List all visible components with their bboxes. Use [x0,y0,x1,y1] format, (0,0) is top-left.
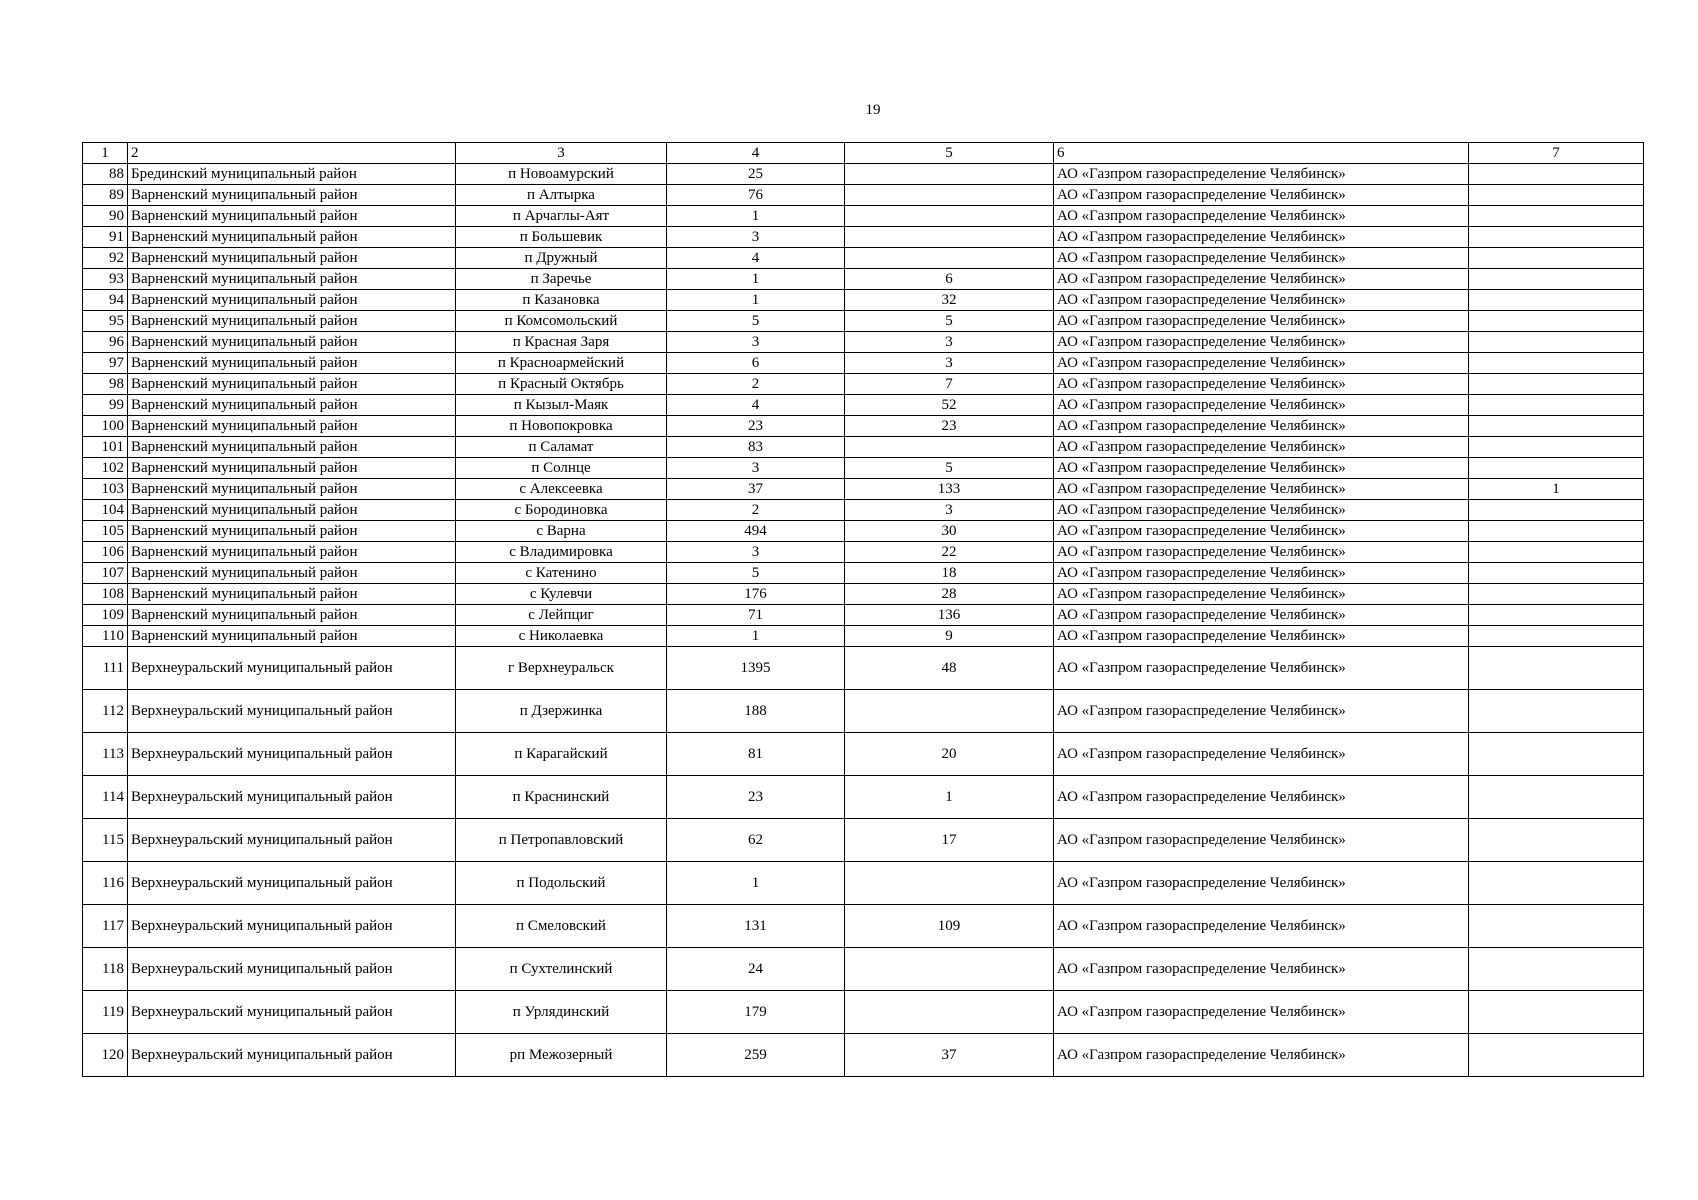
column-5-cell: 5 [845,458,1054,479]
organization-cell: АО «Газпром газораспределение Челябинск» [1054,227,1469,248]
column-5-cell [845,690,1054,733]
column-5-cell: 133 [845,479,1054,500]
organization-cell: АО «Газпром газораспределение Челябинск» [1054,416,1469,437]
column-5-cell: 109 [845,905,1054,948]
row-number-cell: 88 [83,164,128,185]
district-cell: Верхнеуральский муниципальный район [128,733,456,776]
settlement-cell: п Сухтелинский [456,948,667,991]
column-7-cell [1469,584,1644,605]
column-4-cell: 2 [667,500,845,521]
row-number-cell: 118 [83,948,128,991]
column-5-cell: 7 [845,374,1054,395]
settlement-cell: п Красноармейский [456,353,667,374]
column-4-cell: 494 [667,521,845,542]
settlement-cell: с Алексеевка [456,479,667,500]
settlement-cell: п Дружный [456,248,667,269]
district-cell: Варненский муниципальный район [128,206,456,227]
organization-cell: АО «Газпром газораспределение Челябинск» [1054,437,1469,458]
table-row [83,584,1644,605]
column-7-cell [1469,948,1644,991]
settlement-cell: п Смеловский [456,905,667,948]
row-number-cell: 92 [83,248,128,269]
header-cell-2: 2 [128,143,456,164]
table-row [83,647,1644,690]
organization-cell: АО «Газпром газораспределение Челябинск» [1054,690,1469,733]
district-cell: Варненский муниципальный район [128,332,456,353]
column-7-cell [1469,206,1644,227]
settlement-cell: с Николаевка [456,626,667,647]
settlement-cell: п Краснинский [456,776,667,819]
column-5-cell [845,206,1054,227]
district-cell: Варненский муниципальный район [128,542,456,563]
column-7-cell [1469,437,1644,458]
column-7-cell [1469,332,1644,353]
district-cell: Варненский муниципальный район [128,437,456,458]
organization-cell: АО «Газпром газораспределение Челябинск» [1054,948,1469,991]
row-number-cell: 105 [83,521,128,542]
row-number-cell: 106 [83,542,128,563]
settlement-cell: п Арчаглы-Аят [456,206,667,227]
district-cell: Варненский муниципальный район [128,416,456,437]
organization-cell: АО «Газпром газораспределение Челябинск» [1054,542,1469,563]
row-number-cell: 95 [83,311,128,332]
column-7-cell [1469,862,1644,905]
column-7-cell [1469,1034,1644,1077]
column-7-cell [1469,395,1644,416]
data-table [82,142,1644,1077]
organization-cell: АО «Газпром газораспределение Челябинск» [1054,185,1469,206]
row-number-cell: 102 [83,458,128,479]
organization-cell: АО «Газпром газораспределение Челябинск» [1054,206,1469,227]
column-5-cell: 28 [845,584,1054,605]
row-number-cell: 110 [83,626,128,647]
settlement-cell: п Алтырка [456,185,667,206]
district-cell: Верхнеуральский муниципальный район [128,862,456,905]
row-number-cell: 112 [83,690,128,733]
column-5-cell: 5 [845,311,1054,332]
organization-cell: АО «Газпром газораспределение Челябинск» [1054,479,1469,500]
table-row [83,605,1644,626]
column-4-cell: 188 [667,690,845,733]
settlement-cell: п Казановка [456,290,667,311]
district-cell: Верхнеуральский муниципальный район [128,991,456,1034]
table-row [83,227,1644,248]
table-body [83,164,1644,1077]
column-4-cell: 23 [667,776,845,819]
organization-cell: АО «Газпром газораспределение Челябинск» [1054,862,1469,905]
column-4-cell: 24 [667,948,845,991]
table-row [83,1034,1644,1077]
settlement-cell: п Заречье [456,269,667,290]
organization-cell: АО «Газпром газораспределение Челябинск» [1054,584,1469,605]
row-number-cell: 117 [83,905,128,948]
column-7-cell [1469,227,1644,248]
settlement-cell: п Петропавловский [456,819,667,862]
district-cell: Брединский муниципальный район [128,164,456,185]
organization-cell: АО «Газпром газораспределение Челябинск» [1054,500,1469,521]
settlement-cell: г Верхнеуральск [456,647,667,690]
row-number-cell: 101 [83,437,128,458]
organization-cell: АО «Газпром газораспределение Челябинск» [1054,776,1469,819]
column-5-cell: 20 [845,733,1054,776]
column-4-cell: 176 [667,584,845,605]
column-5-cell: 1 [845,776,1054,819]
table-row [83,776,1644,819]
column-4-cell: 4 [667,248,845,269]
column-5-cell: 18 [845,563,1054,584]
settlement-cell: с Варна [456,521,667,542]
column-7-cell [1469,164,1644,185]
column-7-cell [1469,905,1644,948]
header-cell-7: 7 [1469,143,1644,164]
district-cell: Варненский муниципальный район [128,269,456,290]
column-7-cell [1469,458,1644,479]
column-4-cell: 1 [667,206,845,227]
table-row [83,500,1644,521]
district-cell: Варненский муниципальный район [128,458,456,479]
row-number-cell: 89 [83,185,128,206]
settlement-cell: рп Межозерный [456,1034,667,1077]
organization-cell: АО «Газпром газораспределение Челябинск» [1054,605,1469,626]
row-number-cell: 91 [83,227,128,248]
column-4-cell: 2 [667,374,845,395]
column-5-cell [845,862,1054,905]
settlement-cell: п Комсомольский [456,311,667,332]
column-4-cell: 3 [667,227,845,248]
column-4-cell: 83 [667,437,845,458]
organization-cell: АО «Газпром газораспределение Челябинск» [1054,733,1469,776]
table-row [83,733,1644,776]
row-number-cell: 94 [83,290,128,311]
page-number: 19 [865,102,881,118]
district-cell: Варненский муниципальный район [128,584,456,605]
table-row [83,269,1644,290]
settlement-cell: с Бородиновка [456,500,667,521]
column-4-cell: 259 [667,1034,845,1077]
row-number-cell: 98 [83,374,128,395]
column-5-cell: 6 [845,269,1054,290]
table-row [83,185,1644,206]
column-5-cell [845,948,1054,991]
column-4-cell: 3 [667,542,845,563]
table-row [83,332,1644,353]
row-number-cell: 104 [83,500,128,521]
column-5-cell: 136 [845,605,1054,626]
table-row [83,164,1644,185]
column-7-cell [1469,690,1644,733]
table-row [83,479,1644,500]
district-cell: Варненский муниципальный район [128,626,456,647]
column-5-cell: 32 [845,290,1054,311]
table-row [83,948,1644,991]
column-7-cell [1469,500,1644,521]
table-row [83,290,1644,311]
settlement-cell: п Красный Октябрь [456,374,667,395]
row-number-cell: 113 [83,733,128,776]
settlement-cell: п Солнце [456,458,667,479]
column-7-cell [1469,819,1644,862]
column-7-cell [1469,269,1644,290]
organization-cell: АО «Газпром газораспределение Челябинск» [1054,458,1469,479]
column-4-cell: 1 [667,290,845,311]
row-number-cell: 99 [83,395,128,416]
column-5-cell: 52 [845,395,1054,416]
column-4-cell: 179 [667,991,845,1034]
row-number-cell: 109 [83,605,128,626]
column-5-cell [845,991,1054,1034]
header-cell-4: 4 [667,143,845,164]
district-cell: Варненский муниципальный район [128,185,456,206]
settlement-cell: п Дзержинка [456,690,667,733]
settlement-cell: с Владимировка [456,542,667,563]
district-cell: Варненский муниципальный район [128,227,456,248]
column-5-cell [845,185,1054,206]
table-row [83,991,1644,1034]
district-cell: Верхнеуральский муниципальный район [128,647,456,690]
organization-cell: АО «Газпром газораспределение Челябинск» [1054,395,1469,416]
table-row [83,353,1644,374]
row-number-cell: 93 [83,269,128,290]
district-cell: Верхнеуральский муниципальный район [128,948,456,991]
district-cell: Варненский муниципальный район [128,353,456,374]
column-7-cell [1469,733,1644,776]
row-number-cell: 108 [83,584,128,605]
settlement-cell: п Красная Заря [456,332,667,353]
column-5-cell [845,437,1054,458]
district-cell: Варненский муниципальный район [128,290,456,311]
table-row [83,374,1644,395]
row-number-cell: 111 [83,647,128,690]
column-4-cell: 1 [667,862,845,905]
header-cell-5: 5 [845,143,1054,164]
district-cell: Варненский муниципальный район [128,521,456,542]
settlement-cell: п Новоамурский [456,164,667,185]
column-4-cell: 62 [667,819,845,862]
column-7-cell [1469,647,1644,690]
district-cell: Варненский муниципальный район [128,374,456,395]
column-5-cell: 23 [845,416,1054,437]
column-7-cell [1469,185,1644,206]
row-number-cell: 96 [83,332,128,353]
district-cell: Верхнеуральский муниципальный район [128,1034,456,1077]
row-number-cell: 100 [83,416,128,437]
table-row [83,458,1644,479]
settlement-cell: п Кызыл-Маяк [456,395,667,416]
row-number-cell: 119 [83,991,128,1034]
column-7-cell [1469,521,1644,542]
column-7-cell [1469,374,1644,395]
district-cell: Варненский муниципальный район [128,395,456,416]
column-5-cell: 17 [845,819,1054,862]
column-7-cell [1469,248,1644,269]
table-row [83,395,1644,416]
header-cell-3: 3 [456,143,667,164]
district-cell: Верхнеуральский муниципальный район [128,819,456,862]
organization-cell: АО «Газпром газораспределение Челябинск» [1054,626,1469,647]
column-5-cell [845,164,1054,185]
column-7-cell [1469,626,1644,647]
organization-cell: АО «Газпром газораспределение Челябинск» [1054,248,1469,269]
table-row [83,905,1644,948]
column-5-cell: 3 [845,332,1054,353]
table-row [83,563,1644,584]
column-4-cell: 37 [667,479,845,500]
organization-cell: АО «Газпром газораспределение Челябинск» [1054,353,1469,374]
district-cell: Варненский муниципальный район [128,311,456,332]
column-5-cell [845,248,1054,269]
column-4-cell: 5 [667,311,845,332]
column-4-cell: 1 [667,626,845,647]
column-4-cell: 71 [667,605,845,626]
column-4-cell: 6 [667,353,845,374]
settlement-cell: п Карагайский [456,733,667,776]
table-row [83,819,1644,862]
organization-cell: АО «Газпром газораспределение Челябинск» [1054,164,1469,185]
settlement-cell: п Большевик [456,227,667,248]
organization-cell: АО «Газпром газораспределение Челябинск» [1054,819,1469,862]
organization-cell: АО «Газпром газораспределение Челябинск» [1054,905,1469,948]
table-row [83,521,1644,542]
district-cell: Варненский муниципальный район [128,248,456,269]
column-5-cell: 22 [845,542,1054,563]
district-cell: Варненский муниципальный район [128,479,456,500]
table-row [83,206,1644,227]
column-4-cell: 1 [667,269,845,290]
row-number-cell: 107 [83,563,128,584]
settlement-cell: п Новопокровка [456,416,667,437]
organization-cell: АО «Газпром газораспределение Челябинск» [1054,374,1469,395]
column-4-cell: 5 [667,563,845,584]
district-cell: Верхнеуральский муниципальный район [128,905,456,948]
organization-cell: АО «Газпром газораспределение Челябинск» [1054,290,1469,311]
organization-cell: АО «Газпром газораспределение Челябинск» [1054,647,1469,690]
table-row [83,542,1644,563]
column-4-cell: 1395 [667,647,845,690]
header-cell-6: 6 [1054,143,1469,164]
row-number-cell: 90 [83,206,128,227]
column-7-cell [1469,290,1644,311]
column-5-cell: 48 [845,647,1054,690]
table-row [83,690,1644,733]
table-row [83,437,1644,458]
table-row [83,626,1644,647]
district-cell: Верхнеуральский муниципальный район [128,776,456,819]
column-7-cell [1469,605,1644,626]
column-5-cell [845,227,1054,248]
organization-cell: АО «Газпром газораспределение Челябинск» [1054,563,1469,584]
column-4-cell: 23 [667,416,845,437]
column-5-cell: 3 [845,353,1054,374]
column-4-cell: 25 [667,164,845,185]
settlement-cell: с Катенино [456,563,667,584]
column-7-cell [1469,542,1644,563]
column-7-cell [1469,416,1644,437]
organization-cell: АО «Газпром газораспределение Челябинск» [1054,991,1469,1034]
organization-cell: АО «Газпром газораспределение Челябинск» [1054,269,1469,290]
column-4-cell: 76 [667,185,845,206]
header-cell-1: 1 [83,143,128,164]
table-row [83,416,1644,437]
column-7-cell [1469,353,1644,374]
row-number-cell: 116 [83,862,128,905]
organization-cell: АО «Газпром газораспределение Челябинск» [1054,332,1469,353]
row-number-cell: 97 [83,353,128,374]
column-7-cell: 1 [1469,479,1644,500]
column-7-cell [1469,563,1644,584]
organization-cell: АО «Газпром газораспределение Челябинск» [1054,311,1469,332]
column-7-cell [1469,991,1644,1034]
row-number-cell: 103 [83,479,128,500]
column-4-cell: 81 [667,733,845,776]
organization-cell: АО «Газпром газораспределение Челябинск» [1054,521,1469,542]
column-7-cell [1469,311,1644,332]
header-row [83,143,1644,164]
settlement-cell: п Подольский [456,862,667,905]
row-number-cell: 115 [83,819,128,862]
column-4-cell: 4 [667,395,845,416]
column-5-cell: 3 [845,500,1054,521]
table-row [83,311,1644,332]
row-number-cell: 114 [83,776,128,819]
column-4-cell: 3 [667,458,845,479]
settlement-cell: п Саламат [456,437,667,458]
column-5-cell: 9 [845,626,1054,647]
settlement-cell: п Урлядинский [456,991,667,1034]
column-4-cell: 131 [667,905,845,948]
column-7-cell [1469,776,1644,819]
settlement-cell: с Кулевчи [456,584,667,605]
column-5-cell: 30 [845,521,1054,542]
table-row [83,862,1644,905]
district-cell: Варненский муниципальный район [128,605,456,626]
column-4-cell: 3 [667,332,845,353]
table-row [83,248,1644,269]
district-cell: Варненский муниципальный район [128,563,456,584]
column-5-cell: 37 [845,1034,1054,1077]
district-cell: Верхнеуральский муниципальный район [128,690,456,733]
organization-cell: АО «Газпром газораспределение Челябинск» [1054,1034,1469,1077]
row-number-cell: 120 [83,1034,128,1077]
settlement-cell: с Лейпциг [456,605,667,626]
district-cell: Варненский муниципальный район [128,500,456,521]
